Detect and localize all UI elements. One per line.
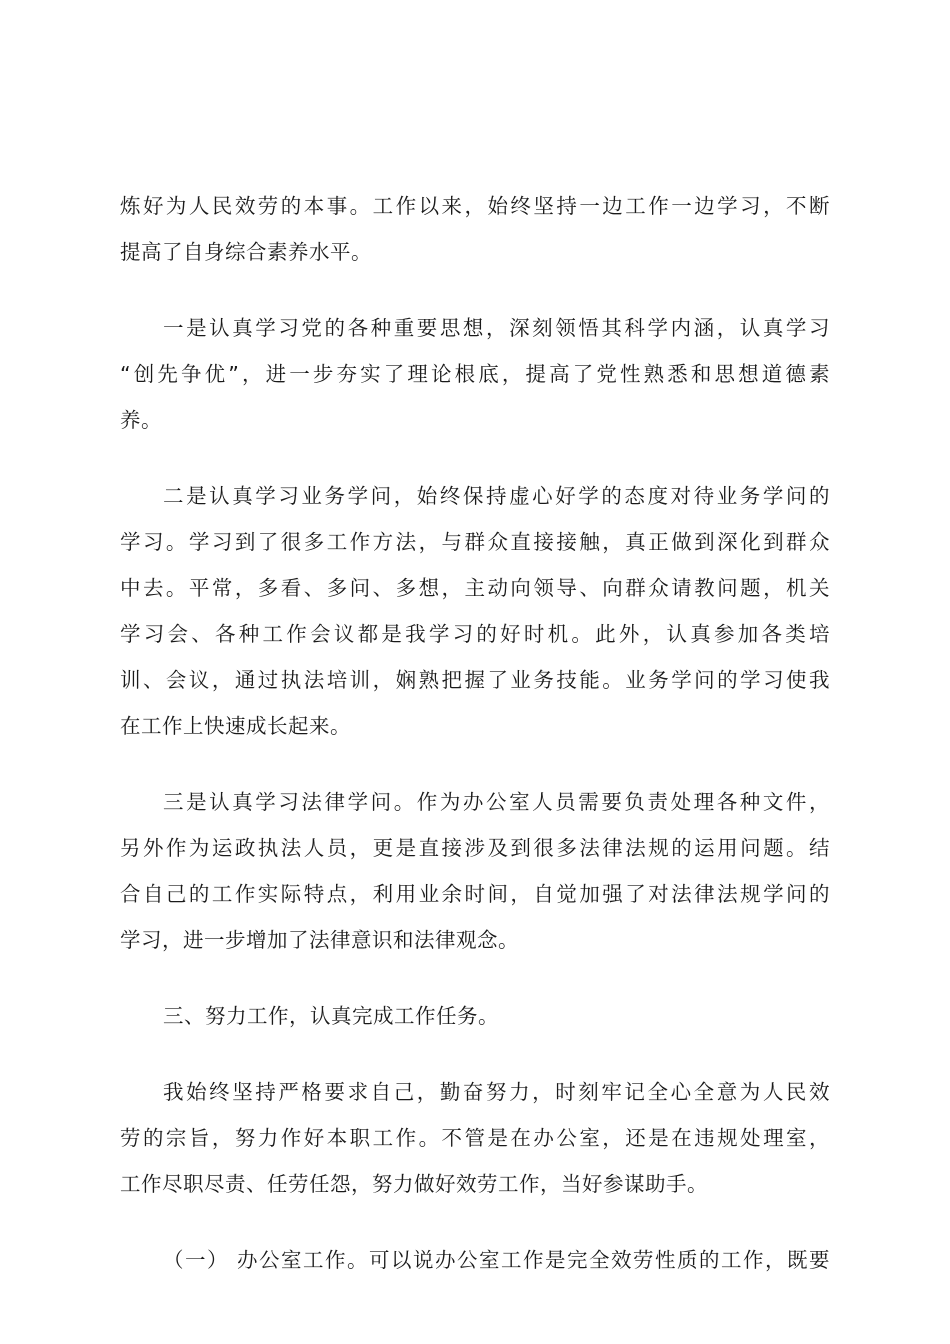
text-line: 中去。平常，多看、多问、多想，主动向领导、向群众请教问题，机关 xyxy=(120,576,830,600)
text-line: “创先争优”，进一步夯实了理论根底，提高了党性熟悉和思想道德素 xyxy=(120,362,830,386)
text-line: 我始终坚持严格要求自己，勤奋努力，时刻牢记全心全意为人民效 xyxy=(163,1080,830,1104)
text-line: （一） 办公室工作。可以说办公室工作是完全效劳性质的工作，既要 xyxy=(163,1248,830,1272)
paragraph-work-attitude xyxy=(120,1069,830,1207)
text-line: 学习会、各种工作会议都是我学习的好时机。此外，认真参加各类培 xyxy=(120,622,830,646)
paragraph-law-study xyxy=(120,779,830,963)
text-line: 三是认真学习法律学问。作为办公室人员需要负责处理各种文件， xyxy=(163,790,830,814)
paragraph-business-study xyxy=(120,473,830,749)
text-line: 一是认真学习党的各种重要思想，深刻领悟其科学内涵，认真学习 xyxy=(163,316,830,340)
text-line: 工作尽职尽责、任劳任怨，努力做好效劳工作，当好参谋助手。 xyxy=(120,1172,708,1196)
text-line: 合自己的工作实际特点，利用业余时间，自觉加强了对法律法规学问的 xyxy=(120,882,830,906)
text-line: 训、会议，通过执法培训，娴熟把握了业务技能。业务学问的学习使我 xyxy=(120,668,830,692)
text-line: 提高了自身综合素养水平。 xyxy=(120,240,372,264)
text-line: 学习，进一步增加了法律意识和法律观念。 xyxy=(120,928,519,952)
paragraph-office-work xyxy=(120,1237,830,1283)
text-line: 学习。学习到了很多工作方法，与群众直接接触，真正做到深化到群众 xyxy=(120,530,830,554)
text-line: 三、努力工作，认真完成工作任务。 xyxy=(163,1004,499,1028)
text-line: 二是认真学习业务学问，始终保持虚心好学的态度对待业务学问的 xyxy=(163,484,830,508)
paragraph-party-study xyxy=(120,305,830,443)
document-body xyxy=(120,183,830,1283)
text-line: 炼好为人民效劳的本事。工作以来，始终坚持一边工作一边学习，不断 xyxy=(120,194,830,218)
text-line: 养。 xyxy=(120,408,162,432)
text-line: 在工作上快速成长起来。 xyxy=(120,714,351,738)
text-line: 劳的宗旨，努力作好本职工作。不管是在办公室，还是在违规处理室， xyxy=(120,1126,830,1150)
paragraph-study-intro xyxy=(120,183,830,275)
section-heading xyxy=(120,993,830,1039)
text-line: 另外作为运政执法人员，更是直接涉及到很多法律法规的运用问题。结 xyxy=(120,836,830,860)
